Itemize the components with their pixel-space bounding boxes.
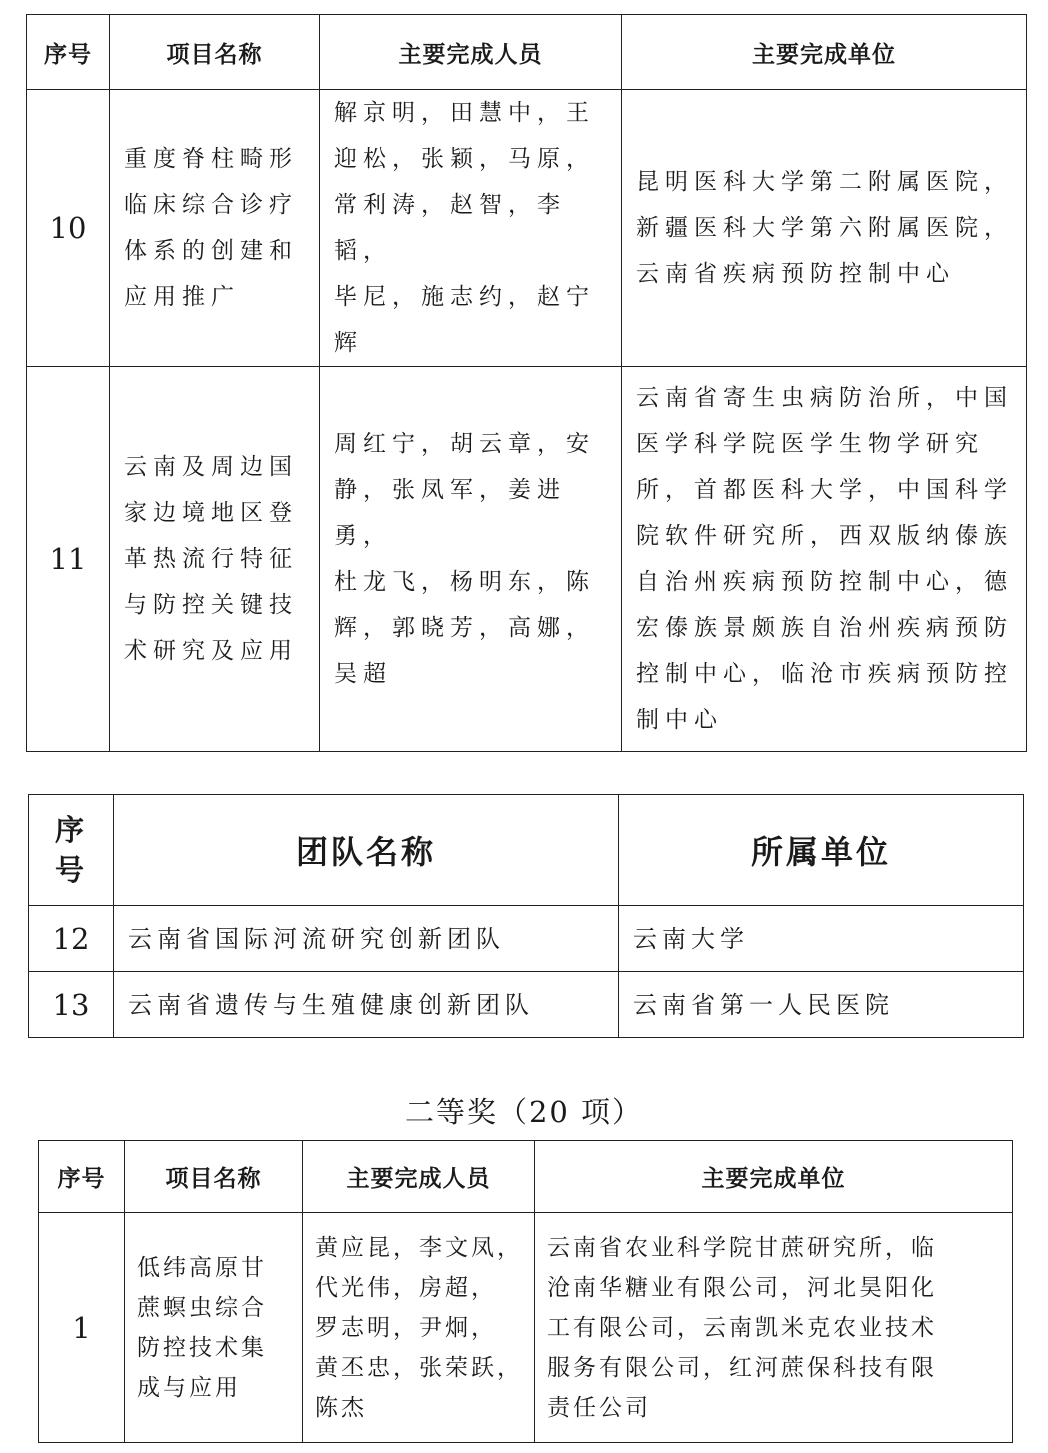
table-row xyxy=(27,367,1027,752)
table-row xyxy=(29,906,1024,972)
text-line: 云南省疾病预防控制中心 xyxy=(636,261,955,287)
header-seq-char: 号 xyxy=(54,853,87,887)
text-line: 黄丕忠，张荣跃， xyxy=(315,1354,523,1381)
text-line: 成与应用 xyxy=(137,1374,241,1401)
text-line: 新疆医科大学第六附属医院， xyxy=(636,215,1013,241)
text-line: 责任公司 xyxy=(547,1394,651,1421)
text-line: 毕尼，施志约，赵宁 xyxy=(334,284,595,310)
main-units xyxy=(622,90,1027,367)
text-line: 体系的创建和 xyxy=(124,238,298,264)
text-line: 控制中心，临沧市疾病预防控 xyxy=(636,661,1013,687)
text-line: 云南省农业科学院甘蔗研究所，临 xyxy=(547,1234,937,1261)
text-line: 所，首都医科大学，中国科学 xyxy=(636,477,1013,503)
row-number: 11 xyxy=(27,367,110,752)
text-line: 解京明，田慧中，王 xyxy=(334,100,595,126)
table-header-row xyxy=(27,15,1027,90)
row-number: 12 xyxy=(29,906,114,972)
text-line: 自治州疾病预防控制中心，德 xyxy=(636,569,1013,595)
text-line: 迎松，张颖，马原， xyxy=(334,146,595,172)
text-line: 应用推广 xyxy=(124,284,240,310)
text-line: 黄应昆，李文凤， xyxy=(315,1234,523,1261)
text-line: 工有限公司，云南凯米克农业技术 xyxy=(547,1314,937,1341)
text-line: 常利涛，赵智，李韬， xyxy=(334,192,566,264)
innovation-team-table xyxy=(28,794,1024,1038)
row-number: 1 xyxy=(39,1213,125,1443)
main-people xyxy=(320,367,622,752)
affiliation: 云南省第一人民医院 xyxy=(619,972,1024,1038)
affiliation: 云南大学 xyxy=(619,906,1024,972)
team-name: 云南省遗传与生殖健康创新团队 xyxy=(114,972,619,1038)
table-row xyxy=(27,90,1027,367)
text-line: 云南及周边国 xyxy=(124,454,298,480)
text-line: 制中心 xyxy=(636,707,723,733)
text-line: 辉，郭晓芳，高娜， xyxy=(334,615,595,641)
text-line: 辉 xyxy=(334,330,363,356)
header-main-units: 主要完成单位 xyxy=(622,15,1027,90)
text-line: 云南省寄生虫病防治所，中国 xyxy=(636,385,1013,411)
header-project-name: 项目名称 xyxy=(110,15,320,90)
text-line: 陈杰 xyxy=(315,1394,367,1421)
header-seq: 序号 xyxy=(39,1141,125,1213)
table-row xyxy=(29,972,1024,1038)
section-title: 二等奖（20 项） xyxy=(404,1095,644,1129)
text-line: 家边境地区登 xyxy=(124,500,298,526)
text-line: 蔗螟虫综合 xyxy=(137,1294,267,1321)
text-line: 术研究及应用 xyxy=(124,638,298,664)
text-line: 杜龙飞，杨明东，陈 xyxy=(334,569,595,595)
header-affiliation: 所属单位 xyxy=(619,795,1024,906)
main-units xyxy=(535,1213,1013,1443)
text-line: 防控技术集 xyxy=(137,1334,267,1361)
text-line: 重度脊柱畸形 xyxy=(124,146,298,172)
header-seq xyxy=(29,795,114,906)
text-line: 周红宁，胡云章，安 xyxy=(334,431,595,457)
header-seq-char: 序 xyxy=(54,813,87,847)
header-seq: 序号 xyxy=(27,15,110,90)
row-number: 13 xyxy=(29,972,114,1038)
project-name xyxy=(110,367,320,752)
header-main-units: 主要完成单位 xyxy=(535,1141,1013,1213)
text-line: 医学科学院医学生物学研究 xyxy=(636,431,984,457)
text-line: 罗志明，尹炯， xyxy=(315,1314,497,1341)
text-line: 临床综合诊疗 xyxy=(124,192,298,218)
header-project-name: 项目名称 xyxy=(125,1141,303,1213)
text-line: 吴超 xyxy=(334,661,392,687)
text-line: 院软件研究所，西双版纳傣族 xyxy=(636,523,1013,549)
table-header-row xyxy=(29,795,1024,906)
table-row xyxy=(39,1213,1013,1443)
text-line: 宏傣族景颇族自治州疾病预防 xyxy=(636,615,1013,641)
project-name xyxy=(110,90,320,367)
project-name xyxy=(125,1213,303,1443)
table-header-row xyxy=(39,1141,1013,1213)
award-table-first-class xyxy=(26,14,1027,752)
text-line: 低纬高原甘 xyxy=(137,1254,267,1281)
text-line: 代光伟，房超， xyxy=(315,1274,497,1301)
header-main-people: 主要完成人员 xyxy=(303,1141,535,1213)
team-name: 云南省国际河流研究创新团队 xyxy=(114,906,619,972)
text-line: 与防控关键技 xyxy=(124,592,298,618)
text-line: 静，张凤军，姜进勇， xyxy=(334,477,566,549)
header-team-name: 团队名称 xyxy=(114,795,619,906)
text-line: 昆明医科大学第二附属医院， xyxy=(636,169,1013,195)
row-number: 10 xyxy=(27,90,110,367)
award-table-second-class xyxy=(38,1140,1013,1443)
text-line: 革热流行特征 xyxy=(124,546,298,572)
header-main-people: 主要完成人员 xyxy=(320,15,622,90)
main-people xyxy=(303,1213,535,1443)
text-line: 沧南华糖业有限公司，河北昊阳化 xyxy=(547,1274,937,1301)
text-line: 服务有限公司，红河蔗保科技有限 xyxy=(547,1354,937,1381)
main-people xyxy=(320,90,622,367)
main-units xyxy=(622,367,1027,752)
